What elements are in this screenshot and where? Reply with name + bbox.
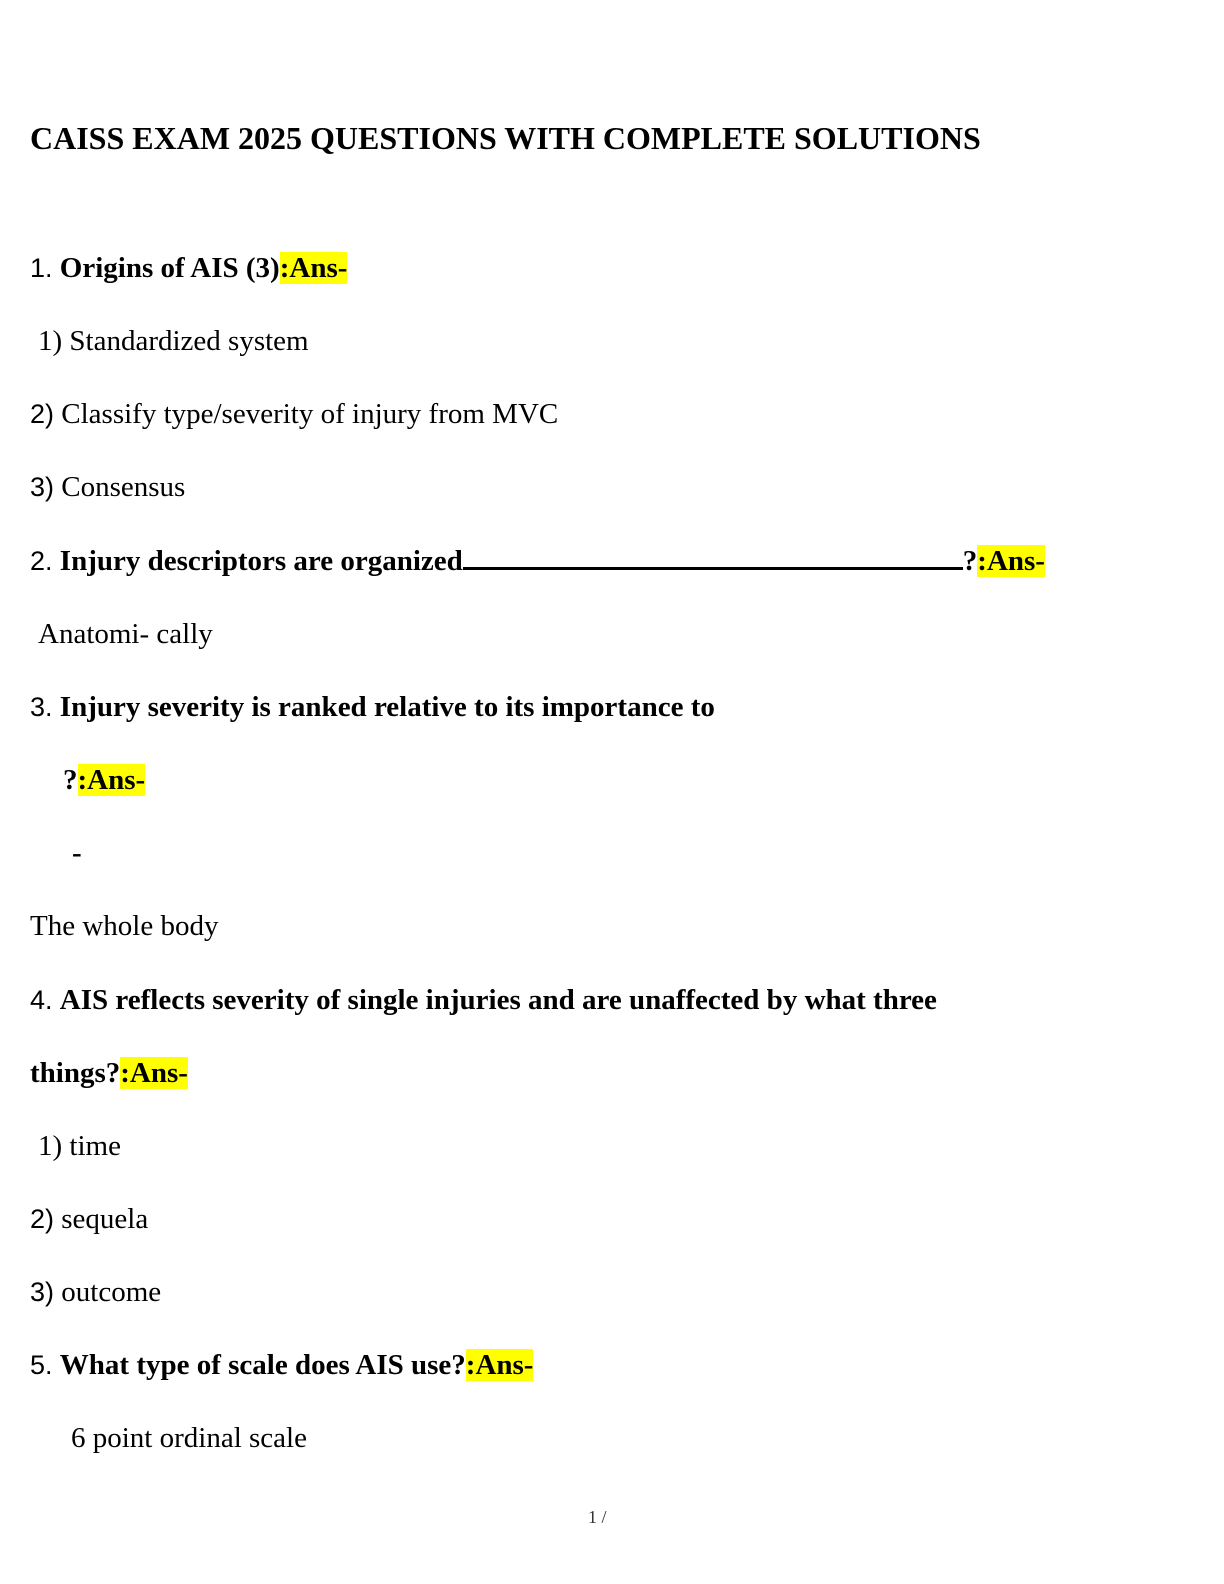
question-text: Injury descriptors are organized	[59, 545, 463, 577]
question-number: 2.	[30, 546, 53, 576]
answer-line: 1) Standardized system	[38, 325, 309, 357]
page-number: 1 /	[588, 1507, 607, 1527]
question-text: Origins of AIS (3)	[59, 252, 280, 284]
answer-text: sequela	[61, 1203, 149, 1235]
answer-line	[30, 473, 185, 502]
question-mark: ?	[63, 764, 78, 796]
question-number: 1.	[30, 253, 53, 283]
fill-in-blank	[463, 553, 963, 570]
answer-line: The whole body	[30, 910, 219, 942]
answer-line	[30, 1278, 161, 1307]
answer-number: 3)	[30, 472, 55, 502]
answer-marker: :Ans-	[77, 764, 146, 796]
answer-text: Classify type/severity of injury from MVC	[61, 398, 559, 430]
answer-number: 2)	[30, 1204, 55, 1234]
question-text: Injury severity is ranked relative to its importance to	[59, 691, 715, 723]
answer-marker: :Ans-	[279, 252, 348, 284]
answer-number: 2)	[30, 399, 55, 429]
question-4	[30, 986, 937, 1015]
question-number: 5.	[30, 1350, 53, 1380]
question-text-cont: things?	[30, 1057, 121, 1089]
question-continuation	[30, 1059, 188, 1088]
question-text: AIS reflects severity of single injuries and are unaffected by what three	[59, 984, 937, 1016]
answer-line: 6 point ordinal scale	[71, 1422, 307, 1454]
answer-marker: :Ans-	[465, 1349, 534, 1381]
answer-number: 3)	[30, 1277, 55, 1307]
question-3	[30, 693, 715, 722]
document-title: CAISS EXAM 2025 QUESTIONS WITH COMPLETE SOLUTIONS	[30, 120, 981, 156]
question-number: 4.	[30, 985, 53, 1015]
answer-line	[30, 1205, 148, 1234]
answer-line	[30, 400, 558, 429]
answer-marker: :Ans-	[120, 1057, 188, 1089]
question-continuation	[63, 766, 145, 795]
answer-line: 1) time	[38, 1130, 121, 1162]
question-text: What type of scale does AIS use?	[59, 1349, 466, 1381]
question-5	[30, 1351, 533, 1380]
answer-dash: -	[72, 837, 82, 869]
question-2	[30, 547, 1045, 576]
answer-marker: :Ans-	[977, 545, 1045, 577]
answer-text: Consensus	[61, 471, 186, 503]
answer-line: Anatomi- cally	[38, 618, 213, 650]
question-mark: ?	[962, 545, 978, 577]
question-1	[30, 254, 347, 283]
answer-text: outcome	[61, 1276, 162, 1308]
question-number: 3.	[30, 692, 53, 722]
